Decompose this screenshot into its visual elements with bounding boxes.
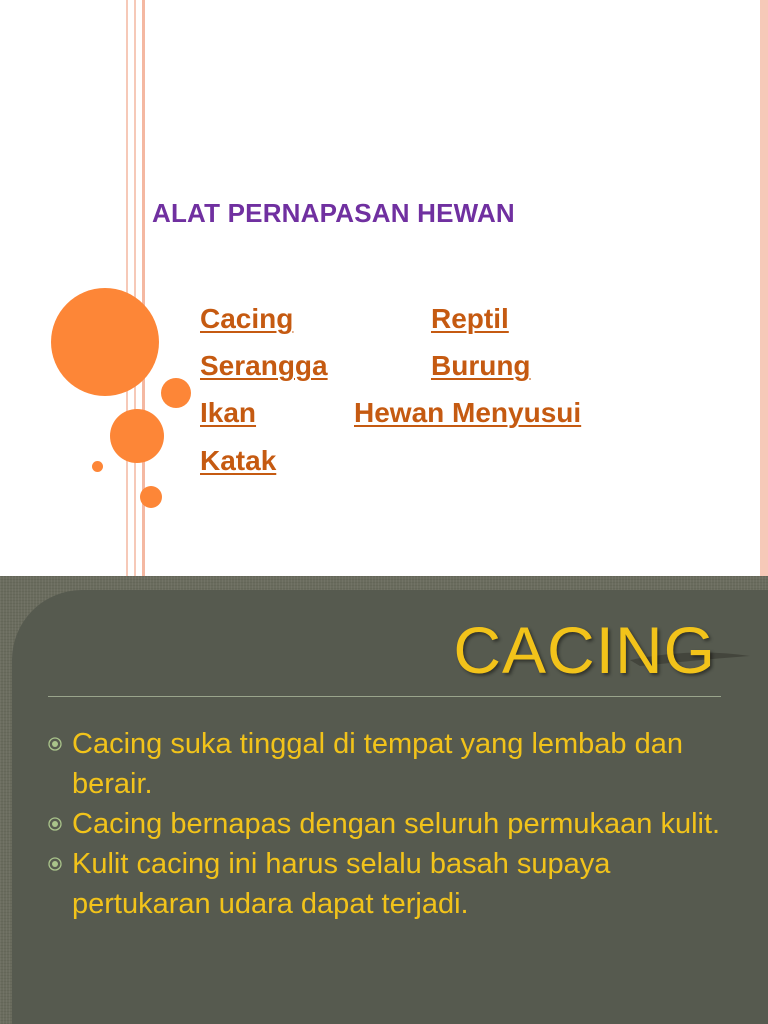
bullet-circle-icon — [48, 857, 62, 871]
decor-stripe — [126, 0, 128, 576]
decor-stripe — [760, 0, 768, 576]
decor-circle — [140, 486, 162, 508]
list-item — [48, 844, 738, 924]
decor-circle — [92, 461, 103, 472]
bullet-circle-icon — [48, 737, 62, 751]
bullet-text: Kulit cacing ini harus selalu basah supaya pertukaran udara dapat terjadi. — [72, 848, 611, 920]
link-serangga[interactable]: Serangga — [200, 350, 328, 381]
decor-circle — [110, 409, 164, 463]
decor-stripe — [134, 0, 136, 576]
slide-title: CACING — [453, 613, 716, 687]
link-hewan-menyusui[interactable]: Hewan Menyusui — [354, 397, 582, 428]
link-katak[interactable]: Katak — [200, 445, 277, 476]
link-burung[interactable]: Burung — [431, 350, 531, 381]
link-ikan[interactable]: Ikan — [200, 397, 257, 428]
link-cacing[interactable]: Cacing — [200, 303, 294, 334]
bullet-text: Cacing bernapas dengan seluruh permukaan kulit. — [72, 808, 721, 840]
bullet-list — [48, 724, 738, 924]
list-item — [48, 724, 738, 804]
title-divider — [48, 696, 721, 697]
list-item — [48, 804, 738, 844]
page-title: ALAT PERNAPASAN HEWAN — [152, 198, 515, 228]
decor-circle — [161, 378, 191, 408]
link-reptil[interactable]: Reptil — [431, 303, 509, 334]
decor-circle — [51, 288, 159, 396]
bullet-text: Cacing suka tinggal di tempat yang lembab dan berair. — [72, 728, 683, 800]
slide-2 — [0, 576, 768, 1024]
bullet-circle-icon — [48, 817, 62, 831]
